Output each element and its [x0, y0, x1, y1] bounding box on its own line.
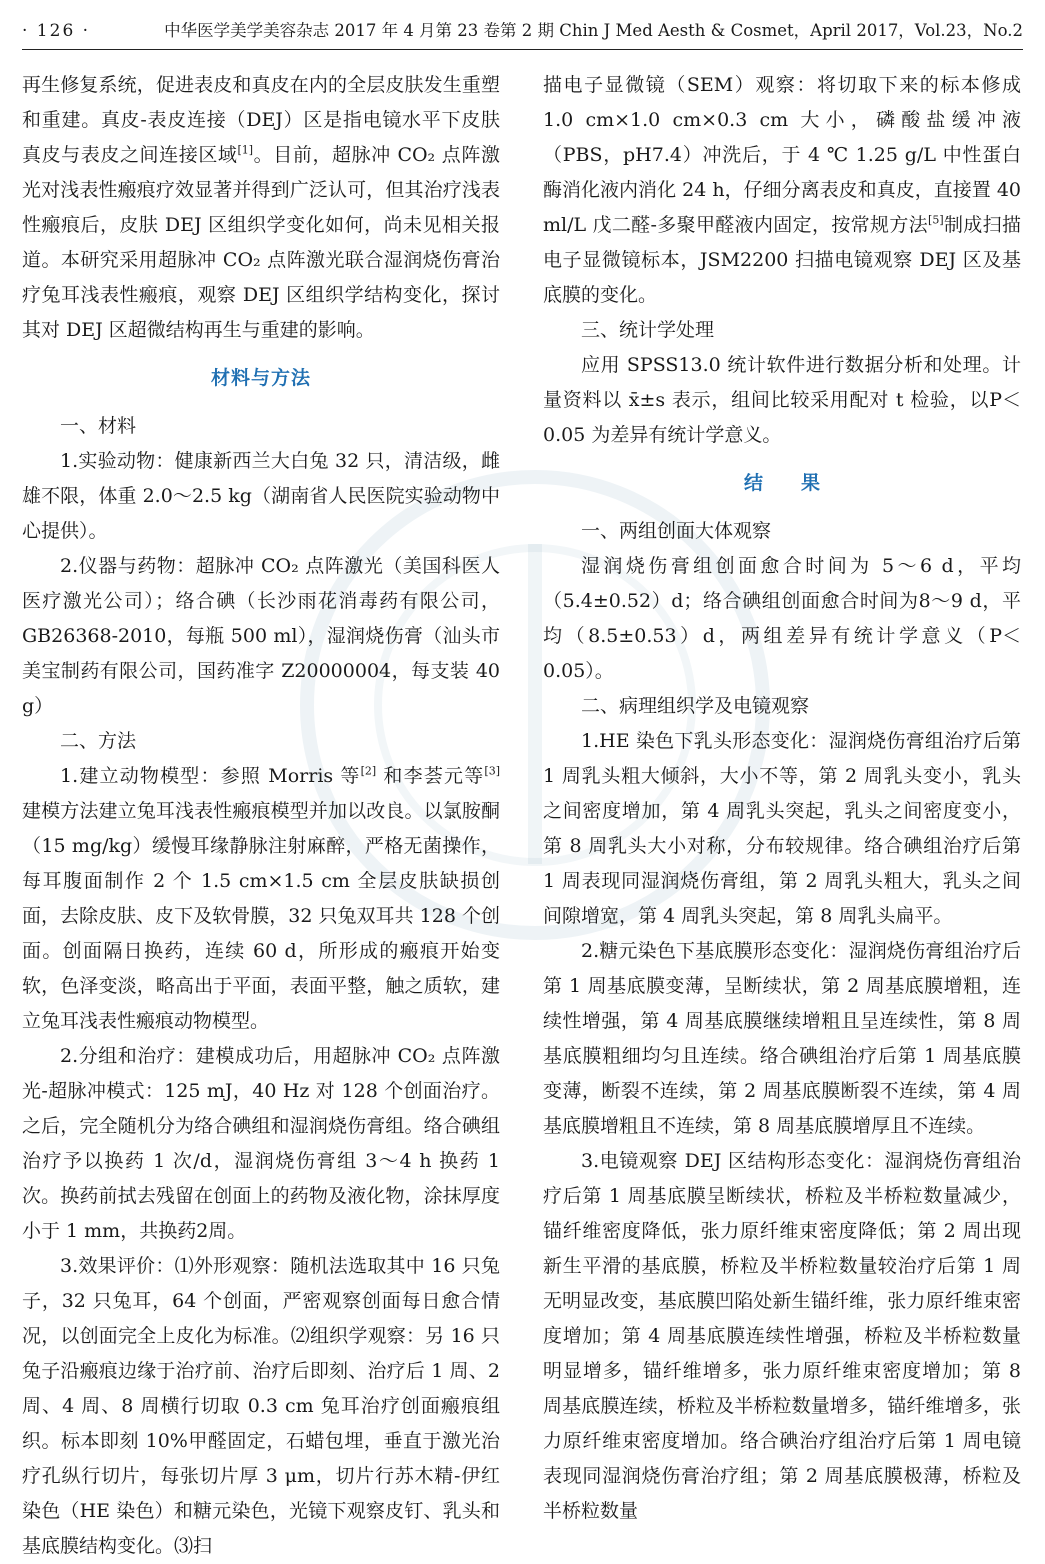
he-staining-results: 1.HE 染色下乳头形态变化：湿润烧伤膏组治疗后第 1 周乳头粗大倾斜，大小不等，第 2 周乳头变小，乳头之间密度增加，第 4 周乳头突起，乳头之间密度变小，第 8 周乳头大小对称，分布较规律。络合碘组治疗后第 1 周表现同湿润烧伤膏组，第 2 周乳头粗大，乳头之间间隙增宽，第 4 周乳头突起，第 8 周乳头扁平。 — [543, 730, 1021, 927]
subheading-pathology: 二、病理组织学及电镜观察 — [581, 695, 810, 717]
page-number: · 126 · — [22, 21, 91, 41]
citation-ref: [1] — [237, 143, 254, 157]
materials-instruments: 2.仪器与药物：超脉冲 CO₂ 点阵激光（美国科医人医疗激光公司）；络合碘（长沙雨花消毒药有限公司，GB26368-2010，每瓶 500 ml），湿润烧伤膏（汕头市美宝制药有限公司，国药准字 Z20000004，每支装 40 g） — [22, 555, 500, 717]
right-column — [543, 68, 1021, 1529]
method-grouping: 2.分组和治疗：建模成功后，用超脉冲 CO₂ 点阵激光-超脉冲模式：125 mJ，40 Hz 对 128 个创面治疗。之后，完全随机分为络合碘组和湿润烧伤膏组。络合碘组治疗予以换药 1 次/d，湿润烧伤膏组 3～4 h 换药 1 次。换药前拭去残留在创面上的药物及液化物，涂抹厚度小于 1 mm，共换药2周。 — [22, 1045, 500, 1242]
citation-ref: [5] — [928, 213, 944, 227]
seal-staff-icon — [528, 544, 542, 864]
citation-ref: [3] — [484, 764, 500, 778]
gross-observation: 湿润烧伤膏组创面愈合时间为 5～6 d，平均（5.4±0.52）d；络合碘组创面愈合时间为8～9 d，平均（8.5±0.53）d，两组差异有统计学意义（P＜0.05）。 — [543, 555, 1021, 682]
materials-animals: 1.实验动物：健康新西兰大白兔 32 只，清洁级，雌雄不限，体重 2.0～2.5 kg（湖南省人民医院实验动物中心提供）。 — [22, 450, 500, 542]
running-header — [22, 14, 1023, 50]
method-model: 1.建立动物模型：参照 Morris 等[2] 和李荟元等[3] 建模方法建立兔耳浅表性瘢痕模型并加以改良。以氯胺酮（15 mg/kg）缓慢耳缘静脉注射麻醉，严格无菌操作，每耳腹面制作 2 个 1.5 cm×1.5 cm 全层皮肤缺损创面，去除皮肤、皮下及软骨膜，32 只兔双耳共 128 个创面。创面隔日换药，连续 60 d，所形成的瘢痕开始变软，色泽变淡，略高出于平面，表面平整，触之质软，建立兔耳浅表性瘢痕动物模型。 — [22, 764, 500, 1032]
citation-ref: [2] — [360, 764, 377, 778]
glycogen-staining-results: 2.糖元染色下基底膜形态变化：湿润烧伤膏组治疗后第 1 周基底膜变薄，呈断续状，第 2 周基底膜增粗，连续性增强，第 4 周基底膜继续增粗且呈连续性，第 8 周基底膜粗细均匀且连续。络合碘组治疗后第 1 周基底膜变薄，断裂不连续，第 2 周基底膜断裂不连续，第 4 周基底膜增粗且不连续，第 8 周基底膜增厚且不连续。 — [543, 940, 1021, 1137]
subheading-gross: 一、两组创面大体观察 — [581, 520, 772, 542]
section-heading-methods: 材料与方法 — [210, 367, 311, 389]
method-evaluation: 3.效果评价：⑴外形观察：随机法选取其中 16 只兔子，32 只兔耳，64 个创面，严密观察创面每日愈合情况，以创面完全上皮化为标准。⑵组织学观察：另 16 只兔子沿瘢痕边缘于治疗前、治疗后即刻、治疗后 1 周、2 周、4 周、8 周横行切取 0.3 cm 兔耳治疗创面瘢痕组织。标本即刻 10%甲醛固定，石蜡包埋，垂直于激光治疗孔纵行切片，每张切片厚 3 μm，切片行苏木精-伊红染色（HE 染色）和糖元染色，光镜下观察皮钉、乳头和基底膜结构变化。⑶扫 — [22, 1255, 500, 1557]
subheading-statistics: 三、统计学处理 — [581, 319, 715, 341]
subheading-methods: 二、方法 — [60, 730, 137, 752]
journal-citation: 中华医学美学美容杂志 2017 年 4 月第 23 卷第 2 期 Chin J Med Aesth & Cosmet，April 2017，Vol.23，No.2 — [164, 21, 1023, 40]
subheading-materials: 一、材料 — [60, 415, 137, 437]
left-column — [22, 68, 500, 1564]
statistics-paragraph: 应用 SPSS13.0 统计软件进行数据分析和处理。计量资料以 x̄±s 表示，组间比较采用配对 t 检验，以P＜0.05 为差异有统计学意义。 — [543, 354, 1021, 446]
intro-paragraph: 再生修复系统，促进表皮和真皮在内的全层皮肤发生重塑和重建。真皮-表皮连接（DEJ）区是指电镜水平下皮肤真皮与表皮之间连接区域[1]。目前，超脉冲 CO₂ 点阵激光对浅表性瘢痕疗效显著并得到广泛认可，但其治疗浅表性瘢痕后，皮肤 DEJ 区组织学变化如何，尚未见相关报道。本研究采用超脉冲 CO₂ 点阵激光联合湿润烧伤膏治疗兔耳浅表性瘢痕，观察 DEJ 区组织学结构变化，探讨其对 DEJ 区超微结构再生与重建的影响。 — [22, 74, 500, 341]
section-heading-results: 结果 — [743, 472, 858, 494]
em-results: 3.电镜观察 DEJ 区结构形态变化：湿润烧伤膏组治疗后第 1 周基底膜呈断续状，桥粒及半桥粒数量减少，锚纤维密度降低，张力原纤维束密度降低；第 2 周出现新生平滑的基底膜，桥粒及半桥粒数量较治疗后第 1 周无明显改变，基底膜凹陷处新生锚纤维，张力原纤维束密度增加；第 4 周基底膜连续性增强，桥粒及半桥粒数量明显增多，锚纤维增多，张力原纤维束密度增加；第 8 周基底膜连续，桥粒及半桥粒数量增多，锚纤维增多，张力原纤维束密度增加。络合碘治疗组治疗后第 1 周电镜表现同湿润烧伤膏治疗组；第 2 周基底膜极薄，桥粒及半桥粒数量 — [543, 1150, 1021, 1522]
sem-paragraph: 描电子显微镜（SEM）观察：将切取下来的标本修成 1.0 cm×1.0 cm×0.3 cm 大小，磷酸盐缓冲液（PBS，pH7.4）冲洗后，于 4 ℃ 1.25 g/L 中性蛋白酶消化液内消化 24 h，仔细分离表皮和真皮，直接置 40 ml/L 戊二醛-多聚甲醛液内固定，按常规方法[5]制成扫描电子显微镜标本，JSM2200 扫描电镜观察 DEJ 区及基底膜的变化。 — [543, 74, 1021, 306]
